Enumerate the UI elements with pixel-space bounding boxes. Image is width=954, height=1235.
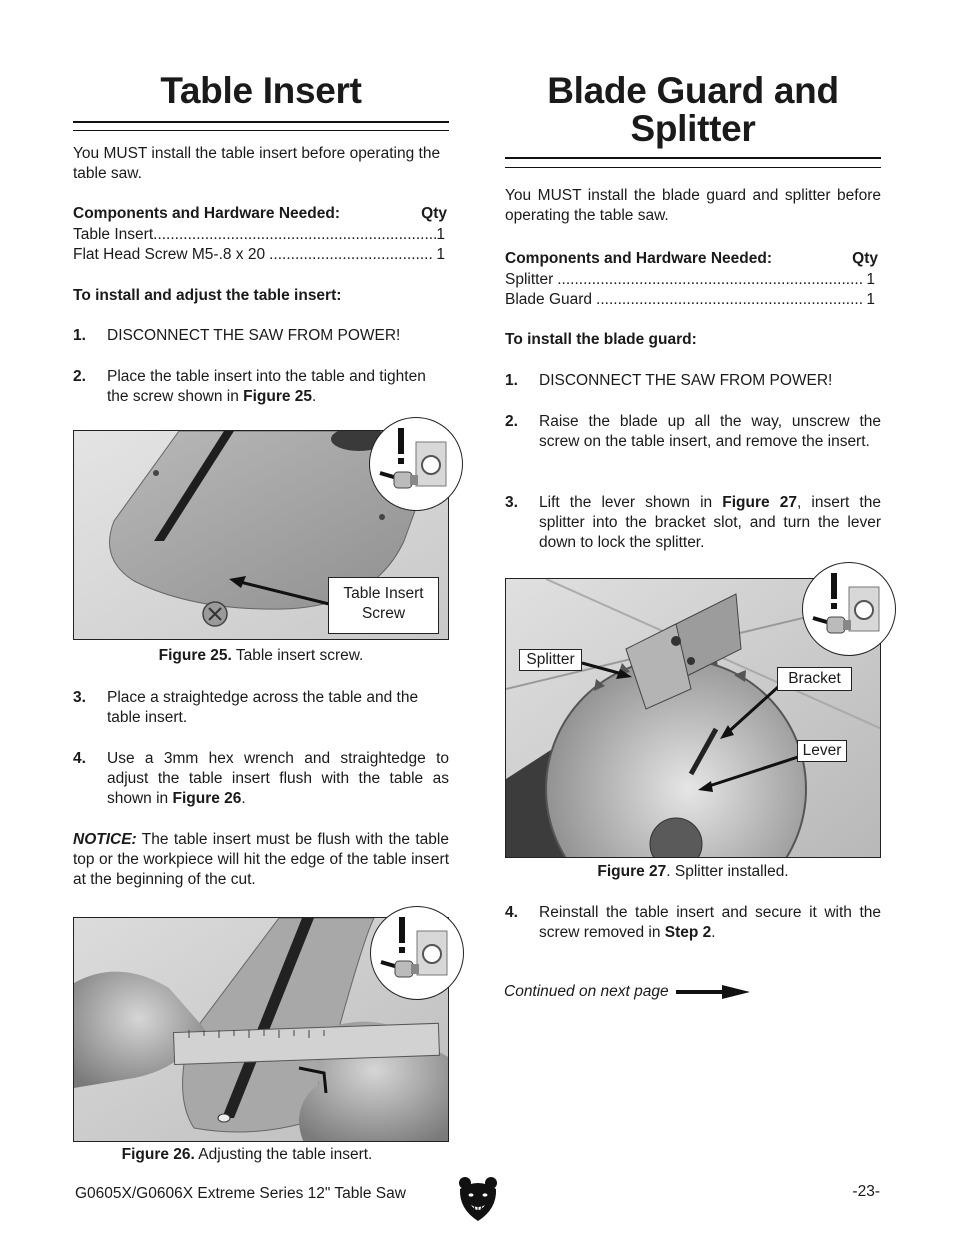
warning-icon (370, 418, 463, 511)
warning-badge (369, 417, 463, 511)
component-qty: 1 (866, 271, 875, 288)
figure-ref: Figure 27 (722, 494, 797, 511)
step-number: 3. (73, 689, 86, 706)
step-3 (505, 493, 881, 553)
warning-badge (370, 906, 464, 1000)
title-rule-top (73, 121, 449, 123)
title-rule-top (505, 157, 881, 159)
step-text: DISCONNECT THE SAW FROM POWER! (539, 372, 833, 389)
leader-dots (553, 270, 862, 290)
step-1 (505, 371, 881, 391)
step-4 (505, 903, 881, 943)
page-number: -23- (852, 1183, 880, 1200)
component-row (73, 225, 445, 245)
grizzly-bear-logo (457, 1175, 499, 1223)
component-qty: 1 (436, 226, 445, 243)
step-text: DISCONNECT THE SAW FROM POWER! (107, 327, 401, 344)
warning-icon (371, 907, 464, 1000)
step-number: 1. (505, 372, 518, 389)
component-name: Table Insert (73, 226, 154, 243)
qty-header: Qty (421, 205, 447, 222)
component-row (73, 245, 445, 265)
components-header-label: Components and Hardware Needed: (505, 250, 772, 267)
splitter-callout: Splitter (519, 649, 582, 671)
callout-line: Screw (361, 605, 406, 622)
procedure-heading: To install and adjust the table insert: (73, 287, 342, 304)
step-ref: Step 2 (664, 924, 712, 941)
step-number: 4. (73, 750, 86, 767)
step-number: 4. (505, 904, 518, 921)
leader-dots (265, 245, 432, 265)
warning-icon (803, 563, 896, 656)
table-insert-intro: You MUST install the table insert before operating the table saw. (73, 145, 441, 182)
bear-logo-icon (457, 1175, 499, 1223)
notice-label: NOTICE: (73, 831, 137, 848)
step-2 (73, 367, 449, 407)
step-2 (505, 412, 881, 452)
step-3 (73, 688, 449, 728)
continued-note (504, 982, 750, 1002)
leader-dots (592, 290, 862, 310)
component-name: Flat Head Screw M5-.8 x 20 (73, 246, 266, 263)
footer-model: G0605X/G0606X Extreme Series 12" Table Saw (75, 1185, 406, 1202)
step-number: 2. (505, 413, 518, 430)
qty-header: Qty (852, 250, 878, 267)
table-insert-title: Table Insert (160, 70, 362, 111)
continued-text: Continued on next page (504, 983, 669, 1000)
components-header (73, 204, 447, 224)
component-row (505, 270, 875, 290)
title-rule-bottom (505, 167, 881, 168)
bracket-callout: Bracket (777, 667, 852, 691)
title-rule-bottom (73, 130, 449, 131)
figure-26-caption: Figure 26. Adjusting the table insert. (121, 1146, 373, 1163)
component-qty: 1 (866, 291, 875, 308)
callout-line: Table Insert (343, 585, 424, 602)
step-1 (73, 326, 449, 346)
figure-ref: Figure 25 (243, 388, 313, 405)
warning-badge (802, 562, 896, 656)
step-number: 1. (73, 327, 86, 344)
component-name: Splitter (505, 271, 554, 288)
blade-guard-title: Blade Guard and Splitter (547, 70, 839, 149)
step-text: Place a straightedge across the table and the table insert. (107, 689, 419, 726)
step-text: Place the table insert into the table and tighten the screw shown in Figure 25. (107, 368, 426, 405)
table-insert-screw-callout (328, 577, 439, 634)
step-number: 3. (505, 494, 518, 511)
figure-25-caption: Figure 25. Table insert screw. (158, 647, 364, 664)
lever-callout: Lever (797, 740, 847, 762)
step-text: Use a 3mm hex wrench and straightedge to adjust the table insert flush with the table as shown in Figure 26. (107, 750, 449, 807)
procedure-heading: To install the blade guard: (505, 331, 697, 348)
step-text: Raise the blade up all the way, unscrew the screw on the table insert, and remove the insert. (539, 413, 881, 450)
figure-ref: Figure 26 (172, 790, 242, 807)
arrow-right-icon (676, 985, 750, 999)
component-row (505, 290, 875, 310)
components-header (505, 249, 878, 269)
component-qty: 1 (436, 246, 445, 263)
step-text: Lift the lever shown in Figure 27, insert the splitter into the bracket slot, and turn the lever down to lock the splitter. (539, 494, 881, 551)
notice-paragraph: NOTICE: The table insert must be flush with the table top or the workpiece will hit the edge of the table insert at the beginning of the cut. (73, 831, 449, 888)
leader-dots (153, 225, 436, 245)
components-header-label: Components and Hardware Needed: (73, 205, 340, 222)
step-text: Reinstall the table insert and secure it with the screw removed in Step 2. (539, 904, 881, 941)
component-name: Blade Guard (505, 291, 593, 308)
step-4 (73, 749, 449, 809)
figure-27-caption: Figure 27. Splitter installed. (597, 863, 789, 880)
step-number: 2. (73, 368, 86, 385)
blade-guard-intro: You MUST install the blade guard and splitter before operating the table saw. (505, 187, 881, 224)
